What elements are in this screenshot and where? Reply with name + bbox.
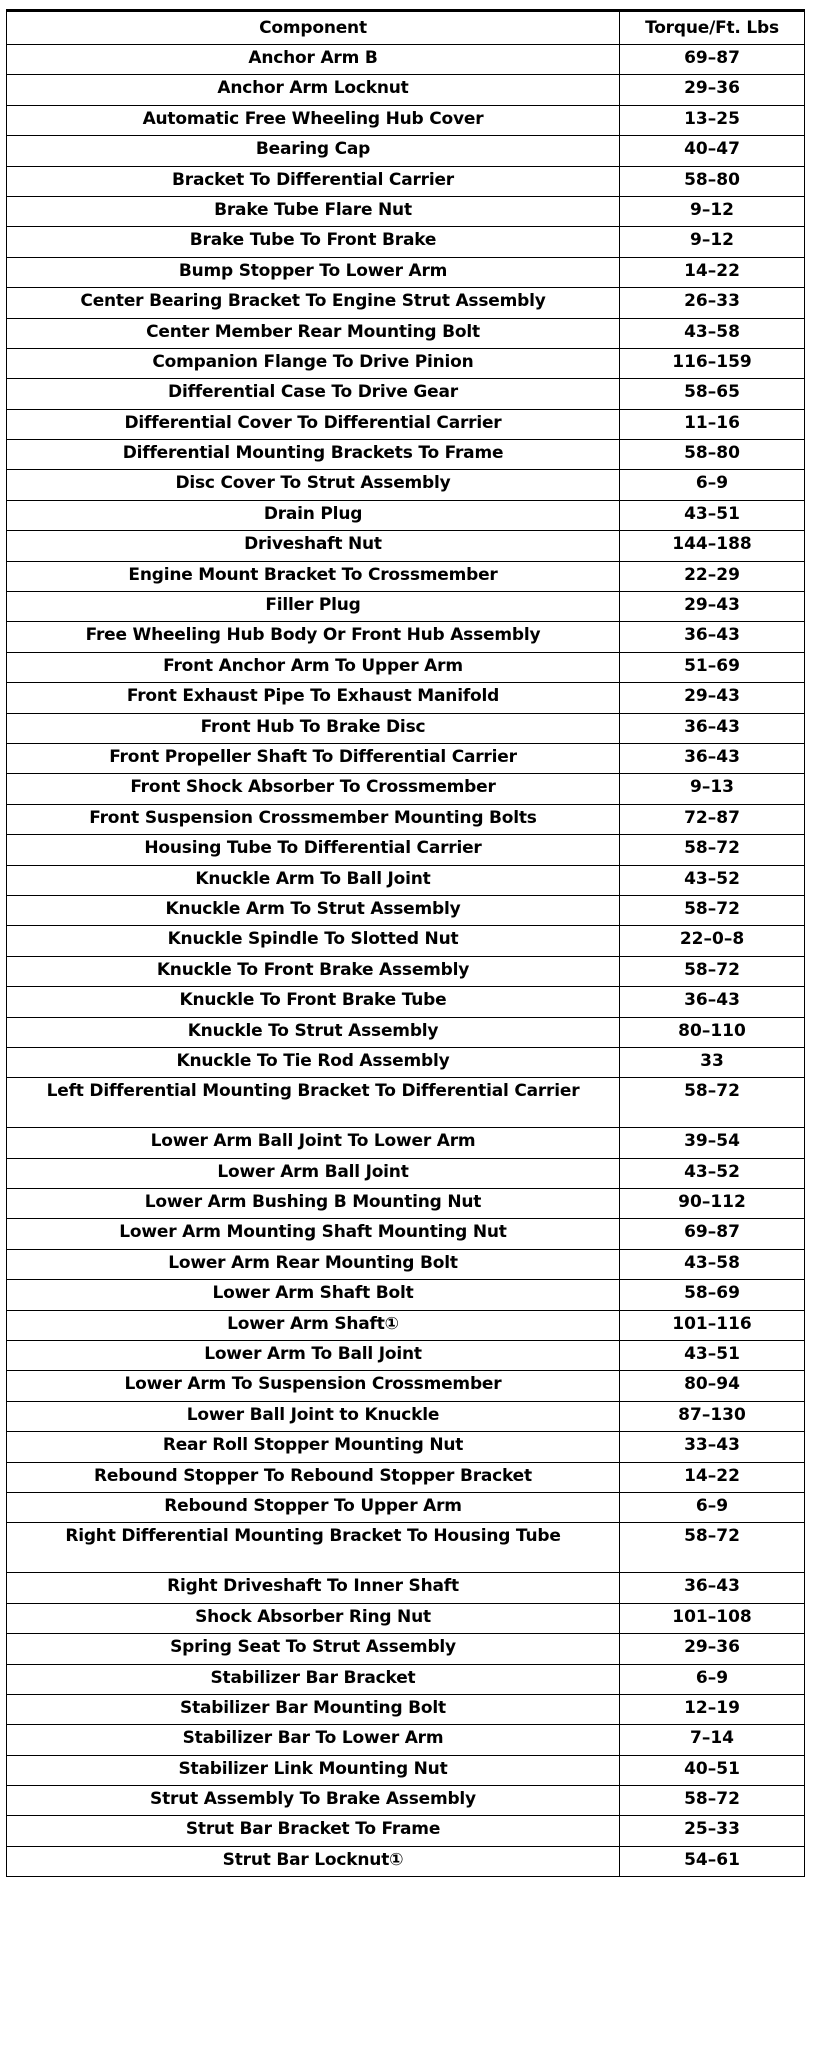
component-cell: Strut Bar Bracket To Frame — [7, 1816, 620, 1846]
component-cell: Stabilizer Link Mounting Nut — [7, 1755, 620, 1785]
component-cell: Free Wheeling Hub Body Or Front Hub Assembly — [7, 622, 620, 652]
table-row — [7, 1573, 805, 1603]
torque-cell: 43–52 — [620, 865, 805, 895]
table-header — [7, 11, 805, 45]
table-row — [7, 1725, 805, 1755]
torque-cell: 33 — [620, 1047, 805, 1077]
torque-cell: 36–43 — [620, 987, 805, 1017]
table-row — [7, 257, 805, 287]
torque-cell: 40–47 — [620, 136, 805, 166]
component-cell: Front Propeller Shaft To Differential Carrier — [7, 743, 620, 773]
component-cell: Lower Ball Joint to Knuckle — [7, 1401, 620, 1431]
component-cell: Knuckle To Front Brake Tube — [7, 987, 620, 1017]
table-row — [7, 348, 805, 378]
table-row — [7, 622, 805, 652]
table-row — [7, 1219, 805, 1249]
torque-cell: 29–43 — [620, 592, 805, 622]
torque-cell: 6–9 — [620, 470, 805, 500]
table-row — [7, 865, 805, 895]
table-row — [7, 1432, 805, 1462]
table-row — [7, 895, 805, 925]
component-cell: Drain Plug — [7, 500, 620, 530]
table-row — [7, 1492, 805, 1522]
torque-cell: 51–69 — [620, 652, 805, 682]
component-cell: Differential Cover To Differential Carrier — [7, 409, 620, 439]
component-cell: Lower Arm Shaft Bolt — [7, 1280, 620, 1310]
page-cut-edge — [0, 2042, 816, 2050]
component-cell: Automatic Free Wheeling Hub Cover — [7, 105, 620, 135]
torque-cell: 90–112 — [620, 1189, 805, 1219]
component-cell: Center Member Rear Mounting Bolt — [7, 318, 620, 348]
component-cell: Brake Tube Flare Nut — [7, 196, 620, 226]
torque-cell: 26–33 — [620, 288, 805, 318]
component-cell: Disc Cover To Strut Assembly — [7, 470, 620, 500]
component-cell: Lower Arm Rear Mounting Bolt — [7, 1249, 620, 1279]
torque-cell: 29–36 — [620, 75, 805, 105]
component-cell: Bracket To Differential Carrier — [7, 166, 620, 196]
torque-cell: 43–58 — [620, 1249, 805, 1279]
torque-cell: 58–72 — [620, 956, 805, 986]
table-row — [7, 409, 805, 439]
component-cell: Stabilizer Bar Bracket — [7, 1664, 620, 1694]
table-row — [7, 1249, 805, 1279]
table-row — [7, 1755, 805, 1785]
torque-cell: 69–87 — [620, 45, 805, 75]
column-header-component: Component — [7, 11, 620, 45]
component-cell: Knuckle To Strut Assembly — [7, 1017, 620, 1047]
torque-cell: 54–61 — [620, 1846, 805, 1876]
table-row — [7, 500, 805, 530]
torque-cell: 43–52 — [620, 1158, 805, 1188]
torque-cell: 7–14 — [620, 1725, 805, 1755]
component-cell: Knuckle To Tie Rod Assembly — [7, 1047, 620, 1077]
torque-cell: 101–108 — [620, 1603, 805, 1633]
torque-cell: 58–72 — [620, 1523, 805, 1573]
torque-cell: 36–43 — [620, 713, 805, 743]
component-cell: Knuckle Arm To Strut Assembly — [7, 895, 620, 925]
table-row — [7, 1462, 805, 1492]
component-cell: Left Differential Mounting Bracket To Differential Carrier — [7, 1078, 620, 1128]
table-row — [7, 1401, 805, 1431]
table-row — [7, 1694, 805, 1724]
component-cell: Anchor Arm B — [7, 45, 620, 75]
component-cell: Rebound Stopper To Rebound Stopper Bracket — [7, 1462, 620, 1492]
component-cell: Front Hub To Brake Disc — [7, 713, 620, 743]
torque-cell: 101–116 — [620, 1310, 805, 1340]
torque-cell: 22–29 — [620, 561, 805, 591]
torque-cell: 6–9 — [620, 1492, 805, 1522]
component-cell: Lower Arm To Ball Joint — [7, 1341, 620, 1371]
component-cell: Stabilizer Bar Mounting Bolt — [7, 1694, 620, 1724]
table-row — [7, 1078, 805, 1128]
component-cell: Center Bearing Bracket To Engine Strut Assembly — [7, 288, 620, 318]
component-cell: Rebound Stopper To Upper Arm — [7, 1492, 620, 1522]
component-cell: Companion Flange To Drive Pinion — [7, 348, 620, 378]
table-row — [7, 743, 805, 773]
torque-cell: 25–33 — [620, 1816, 805, 1846]
torque-cell: 116–159 — [620, 348, 805, 378]
table-row — [7, 288, 805, 318]
table-row — [7, 713, 805, 743]
component-cell: Bearing Cap — [7, 136, 620, 166]
component-cell: Housing Tube To Differential Carrier — [7, 835, 620, 865]
component-cell: Lower Arm To Suspension Crossmember — [7, 1371, 620, 1401]
torque-cell: 144–188 — [620, 531, 805, 561]
torque-cell: 6–9 — [620, 1664, 805, 1694]
torque-cell: 43–58 — [620, 318, 805, 348]
torque-cell: 58–80 — [620, 440, 805, 470]
torque-cell: 9–13 — [620, 774, 805, 804]
table-row — [7, 1786, 805, 1816]
component-cell: Filler Plug — [7, 592, 620, 622]
table-row — [7, 1846, 805, 1876]
table-row — [7, 196, 805, 226]
torque-cell: 14–22 — [620, 1462, 805, 1492]
table-row — [7, 1603, 805, 1633]
torque-cell: 9–12 — [620, 196, 805, 226]
component-cell: Lower Arm Bushing B Mounting Nut — [7, 1189, 620, 1219]
torque-cell: 43–51 — [620, 500, 805, 530]
table-row — [7, 105, 805, 135]
table-row — [7, 45, 805, 75]
component-cell: Knuckle Spindle To Slotted Nut — [7, 926, 620, 956]
component-cell: Rear Roll Stopper Mounting Nut — [7, 1432, 620, 1462]
table-row — [7, 987, 805, 1017]
torque-cell: 87–130 — [620, 1401, 805, 1431]
component-cell: Front Shock Absorber To Crossmember — [7, 774, 620, 804]
component-cell: Lower Arm Mounting Shaft Mounting Nut — [7, 1219, 620, 1249]
table-row — [7, 1158, 805, 1188]
torque-cell: 14–22 — [620, 257, 805, 287]
component-cell: Knuckle To Front Brake Assembly — [7, 956, 620, 986]
component-cell: Differential Case To Drive Gear — [7, 379, 620, 409]
component-cell: Strut Bar Locknut① — [7, 1846, 620, 1876]
component-cell: Spring Seat To Strut Assembly — [7, 1634, 620, 1664]
torque-cell: 36–43 — [620, 622, 805, 652]
table-row — [7, 227, 805, 257]
table-row — [7, 592, 805, 622]
table-row — [7, 1371, 805, 1401]
table-row — [7, 1047, 805, 1077]
component-cell: Shock Absorber Ring Nut — [7, 1603, 620, 1633]
component-cell: Bump Stopper To Lower Arm — [7, 257, 620, 287]
table-row — [7, 774, 805, 804]
column-header-torque: Torque/Ft. Lbs — [620, 11, 805, 45]
torque-cell: 33–43 — [620, 1432, 805, 1462]
torque-cell: 11–16 — [620, 409, 805, 439]
table-row — [7, 926, 805, 956]
torque-cell: 80–110 — [620, 1017, 805, 1047]
table-row — [7, 1189, 805, 1219]
table-row — [7, 561, 805, 591]
table-row — [7, 1341, 805, 1371]
table-row — [7, 470, 805, 500]
component-cell: Anchor Arm Locknut — [7, 75, 620, 105]
table-row — [7, 683, 805, 713]
table-row — [7, 835, 805, 865]
table-row — [7, 166, 805, 196]
header-row — [7, 11, 805, 45]
table-row — [7, 652, 805, 682]
torque-cell: 9–12 — [620, 227, 805, 257]
torque-cell: 58–69 — [620, 1280, 805, 1310]
table-row — [7, 136, 805, 166]
component-cell: Stabilizer Bar To Lower Arm — [7, 1725, 620, 1755]
table-row — [7, 956, 805, 986]
torque-cell: 58–65 — [620, 379, 805, 409]
component-cell: Driveshaft Nut — [7, 531, 620, 561]
torque-cell: 29–43 — [620, 683, 805, 713]
table-row — [7, 1664, 805, 1694]
table-row — [7, 1280, 805, 1310]
torque-cell: 12–19 — [620, 1694, 805, 1724]
component-cell: Strut Assembly To Brake Assembly — [7, 1786, 620, 1816]
component-cell: Lower Arm Ball Joint — [7, 1158, 620, 1188]
component-cell: Knuckle Arm To Ball Joint — [7, 865, 620, 895]
torque-cell: 43–51 — [620, 1341, 805, 1371]
component-cell: Front Exhaust Pipe To Exhaust Manifold — [7, 683, 620, 713]
component-cell: Differential Mounting Brackets To Frame — [7, 440, 620, 470]
table-row — [7, 531, 805, 561]
torque-cell: 36–43 — [620, 743, 805, 773]
table-row — [7, 1634, 805, 1664]
table-row — [7, 1310, 805, 1340]
torque-cell: 36–43 — [620, 1573, 805, 1603]
component-cell: Lower Arm Ball Joint To Lower Arm — [7, 1128, 620, 1158]
torque-cell: 58–72 — [620, 1078, 805, 1128]
torque-cell: 58–72 — [620, 1786, 805, 1816]
torque-cell: 80–94 — [620, 1371, 805, 1401]
table-row — [7, 804, 805, 834]
torque-cell: 72–87 — [620, 804, 805, 834]
table-row — [7, 75, 805, 105]
torque-cell: 58–80 — [620, 166, 805, 196]
torque-cell: 58–72 — [620, 835, 805, 865]
torque-cell: 29–36 — [620, 1634, 805, 1664]
component-cell: Front Anchor Arm To Upper Arm — [7, 652, 620, 682]
table-body — [7, 45, 805, 1877]
table-row — [7, 1017, 805, 1047]
torque-cell: 58–72 — [620, 895, 805, 925]
torque-cell: 13–25 — [620, 105, 805, 135]
torque-cell: 40–51 — [620, 1755, 805, 1785]
component-cell: Engine Mount Bracket To Crossmember — [7, 561, 620, 591]
component-cell: Right Driveshaft To Inner Shaft — [7, 1573, 620, 1603]
table-row — [7, 1816, 805, 1846]
torque-cell: 39–54 — [620, 1128, 805, 1158]
component-cell: Right Differential Mounting Bracket To Housing Tube — [7, 1523, 620, 1573]
torque-cell: 69–87 — [620, 1219, 805, 1249]
table-row — [7, 318, 805, 348]
table-row — [7, 379, 805, 409]
torque-cell: 22–0–8 — [620, 926, 805, 956]
component-cell: Front Suspension Crossmember Mounting Bolts — [7, 804, 620, 834]
torque-spec-table — [6, 9, 805, 1877]
table-row — [7, 1128, 805, 1158]
component-cell: Brake Tube To Front Brake — [7, 227, 620, 257]
table-row — [7, 440, 805, 470]
table-row — [7, 1523, 805, 1573]
component-cell: Lower Arm Shaft① — [7, 1310, 620, 1340]
